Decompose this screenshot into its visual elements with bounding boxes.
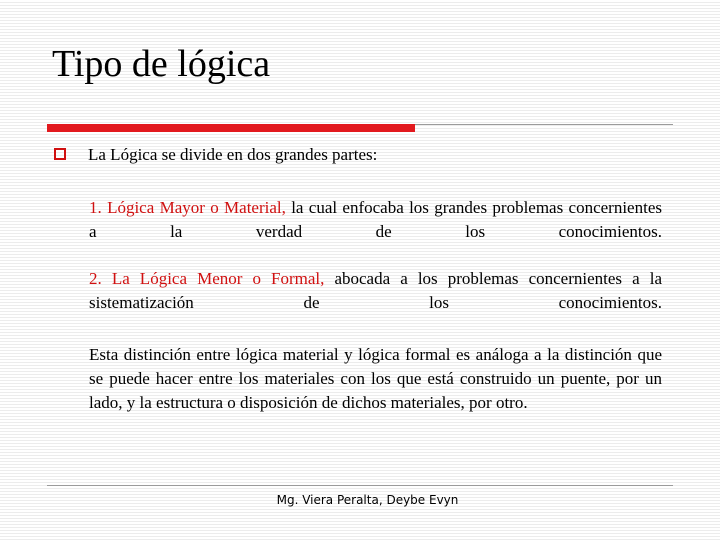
explanation-paragraph: Esta distinción entre lógica material y lógica formal es análoga a la distinción que se puede hacer entre los materiales con los que está construido un puente, por un lado, y la estructura o disposición de dichos materiales, por otro. <box>89 345 662 412</box>
point-1-highlight: 1. Lógica Mayor o Material, <box>89 198 286 217</box>
title-underline-gray <box>415 124 673 125</box>
point-1-rest: la cual enfocaba los grandes problemas concernientes a la verdad de los conocimientos. <box>89 198 662 241</box>
square-bullet-icon <box>54 148 66 160</box>
point-2 <box>89 267 662 315</box>
slide-title: Tipo de lógica <box>52 43 271 85</box>
point-1 <box>89 196 662 244</box>
title-underline-red <box>47 124 415 132</box>
footer-rule <box>47 485 673 486</box>
point-2-highlight: 2. La Lógica Menor o Formal, <box>89 269 325 288</box>
footer-author: Mg. Viera Peralta, Deybe Evyn <box>276 493 459 507</box>
bullet-text: La Lógica se divide en dos grandes partes: <box>88 145 378 164</box>
point-2-rest: abocada a los problemas concernientes a la sistematización de los conocimientos. <box>89 269 662 312</box>
